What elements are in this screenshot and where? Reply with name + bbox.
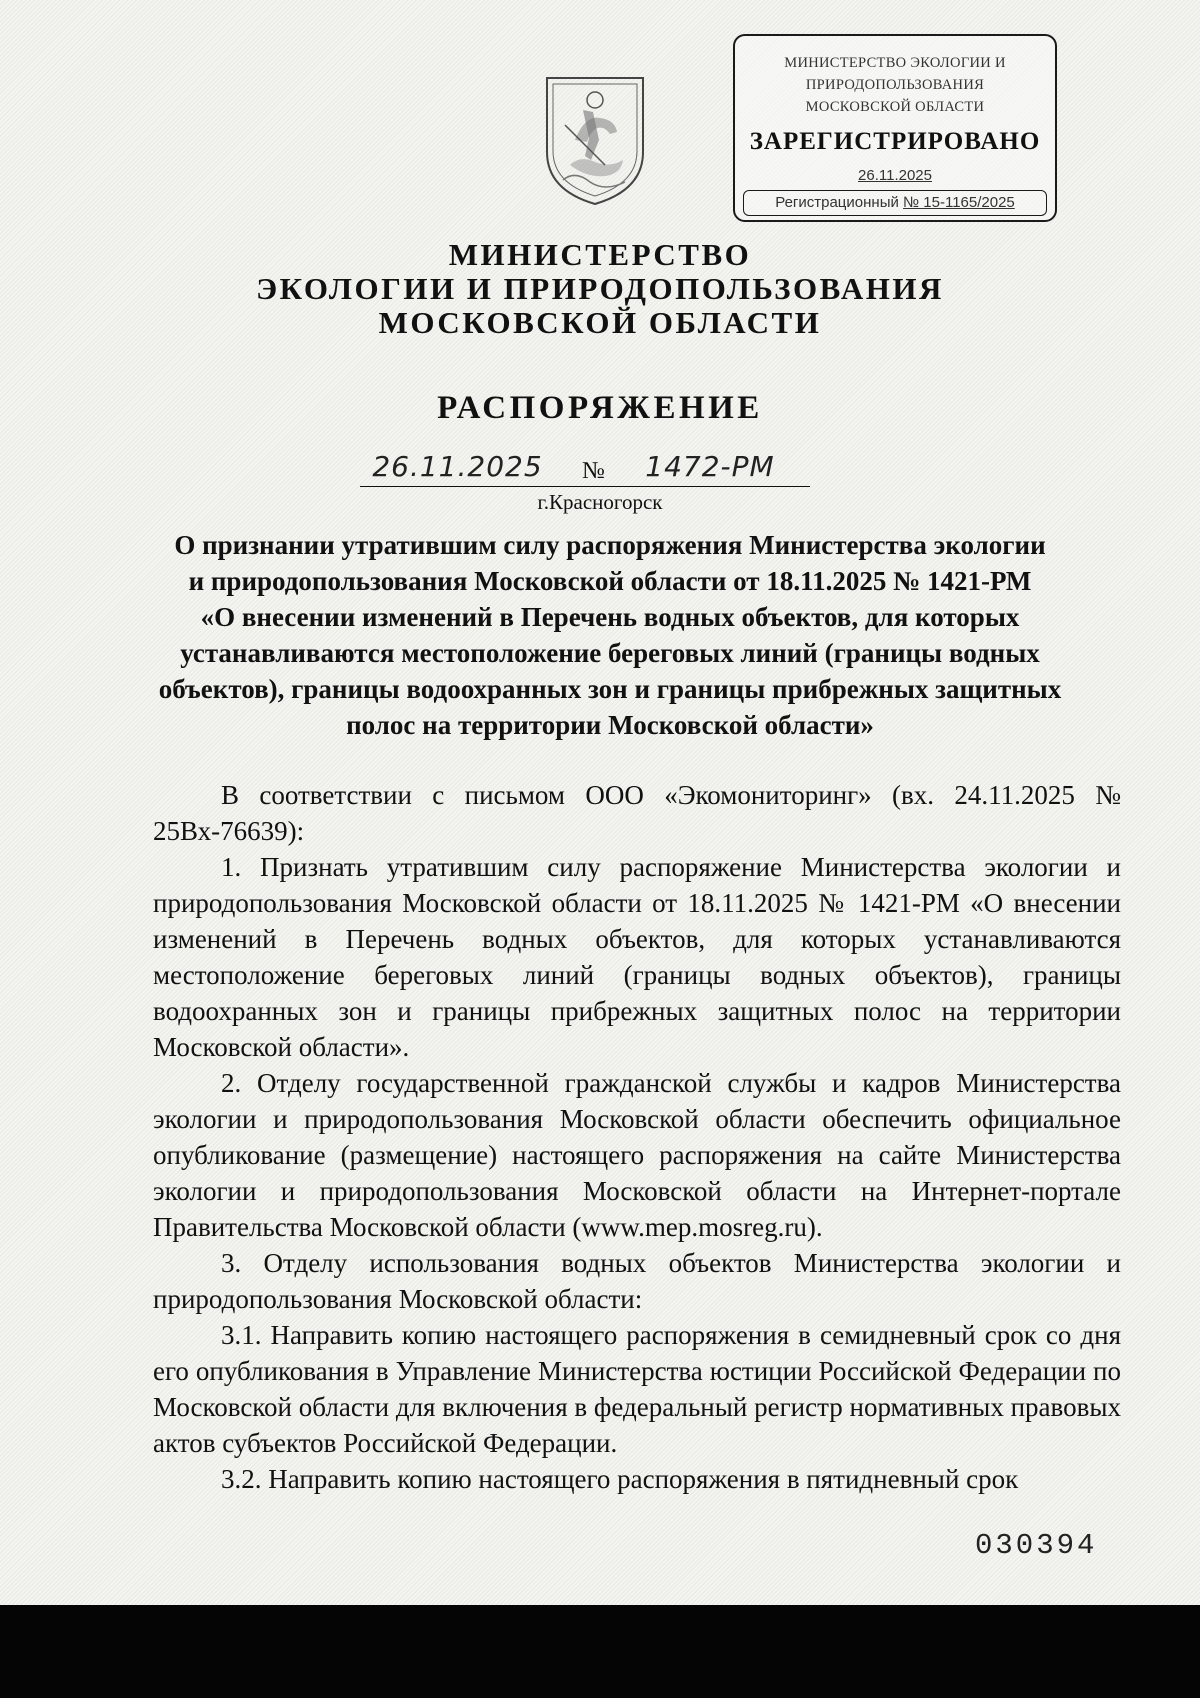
stamp-date: 26.11.2025: [858, 167, 932, 184]
paragraph-3: 3. Отделу использования водных объектов Министерства экологии и природопользования Московской области:: [153, 1248, 1121, 1314]
paragraph-intro: В соответствии с письмом ООО «Экомониторинг» (вх. 24.11.2025 № 25Вх-76639):: [153, 780, 1121, 846]
handwritten-number: 1472-РМ: [645, 450, 775, 483]
city: г.Красногорск: [537, 490, 663, 514]
number-sign: №: [582, 458, 605, 484]
paragraph-2: 2. Отделу государственной гражданской службы и кадров Министерства экологии и природопользования Московской области обеспечить официальное опубликование (размещение) настоящего распоряжения на сайте Министерства экологии и природопользования Московской области на Интернет-портале Правительства Московской области (www.mep.mosreg.ru).: [153, 1068, 1121, 1242]
ministry-name: [0, 238, 1200, 340]
ministry-line: МИНИСТЕРСТВО: [448, 237, 752, 272]
handwritten-date: 26.11.2025: [372, 450, 543, 483]
stamp-registration: [743, 190, 1047, 216]
stamp-organization: [735, 52, 1055, 118]
stamp-org-line: МОСКОВСКОЙ ОБЛАСТИ: [805, 99, 985, 115]
ministry-line: МОСКОВСКОЙ ОБЛАСТИ: [378, 305, 822, 340]
stamp-org-line: МИНИСТЕРСТВО ЭКОЛОГИИ И: [784, 55, 1006, 71]
stamp-reg-number: № 15-1165/2025: [903, 194, 1015, 211]
document-heading: [150, 527, 1070, 743]
stamp-org-line: ПРИРОДОПОЛЬЗОВАНИЯ: [805, 77, 985, 93]
paragraph-1: 1. Признать утратившим силу распоряжение Министерства экологии и природопользования Московской области от 18.11.2025 № 1421-РМ «О внесении изменений в Перечень водных объектов, для которых устанавливаются местоположение береговых линий (границы водных объектов), границы водоохранных зон и границы прибрежных защитных полос на территории Московской области».: [153, 852, 1121, 1062]
document-date-number: [360, 448, 810, 488]
heading-line: полос на территории Московской области»: [346, 710, 874, 740]
heading-line: «О внесении изменений в Перечень водных объектов, для которых: [200, 602, 1020, 632]
coat-of-arms-icon: [535, 70, 655, 210]
heading-line: устанавливаются местоположение береговых линий (границы водных: [180, 638, 1040, 668]
stamp-status: ЗАРЕГИСТРИРОВАНО: [749, 128, 1041, 155]
heading-line: и природопользования Московской области от 18.11.2025 № 1421-РМ: [188, 566, 1032, 596]
heading-line: О признании утратившим силу распоряжения Министерства экологии: [174, 530, 1046, 560]
heading-line: объектов), границы водоохранных зон и границы прибрежных защитных: [158, 674, 1062, 704]
ministry-line: ЭКОЛОГИИ И ПРИРОДОПОЛЬЗОВАНИЯ: [256, 271, 944, 306]
date-underline: [360, 486, 810, 487]
stamp-reg-label: Регистрационный: [775, 194, 899, 211]
document-serial-number: 030394: [975, 1529, 1098, 1562]
paragraph-3-1: 3.1. Направить копию настоящего распоряжения в семидневный срок со дня его опубликования в Управление Министерства юстиции Российской Федерации по Московской области для включения в федеральный регистр нормативных правовых актов субъектов Российской Федерации.: [153, 1320, 1121, 1458]
document-type: РАСПОРЯЖЕНИЕ: [437, 390, 763, 426]
paragraph-3-2: 3.2. Направить копию настоящего распоряжения в пятидневный срок: [221, 1464, 1019, 1494]
body-text: [153, 777, 1121, 1497]
scan-border: [0, 1605, 1200, 1698]
registration-stamp: [733, 34, 1057, 222]
